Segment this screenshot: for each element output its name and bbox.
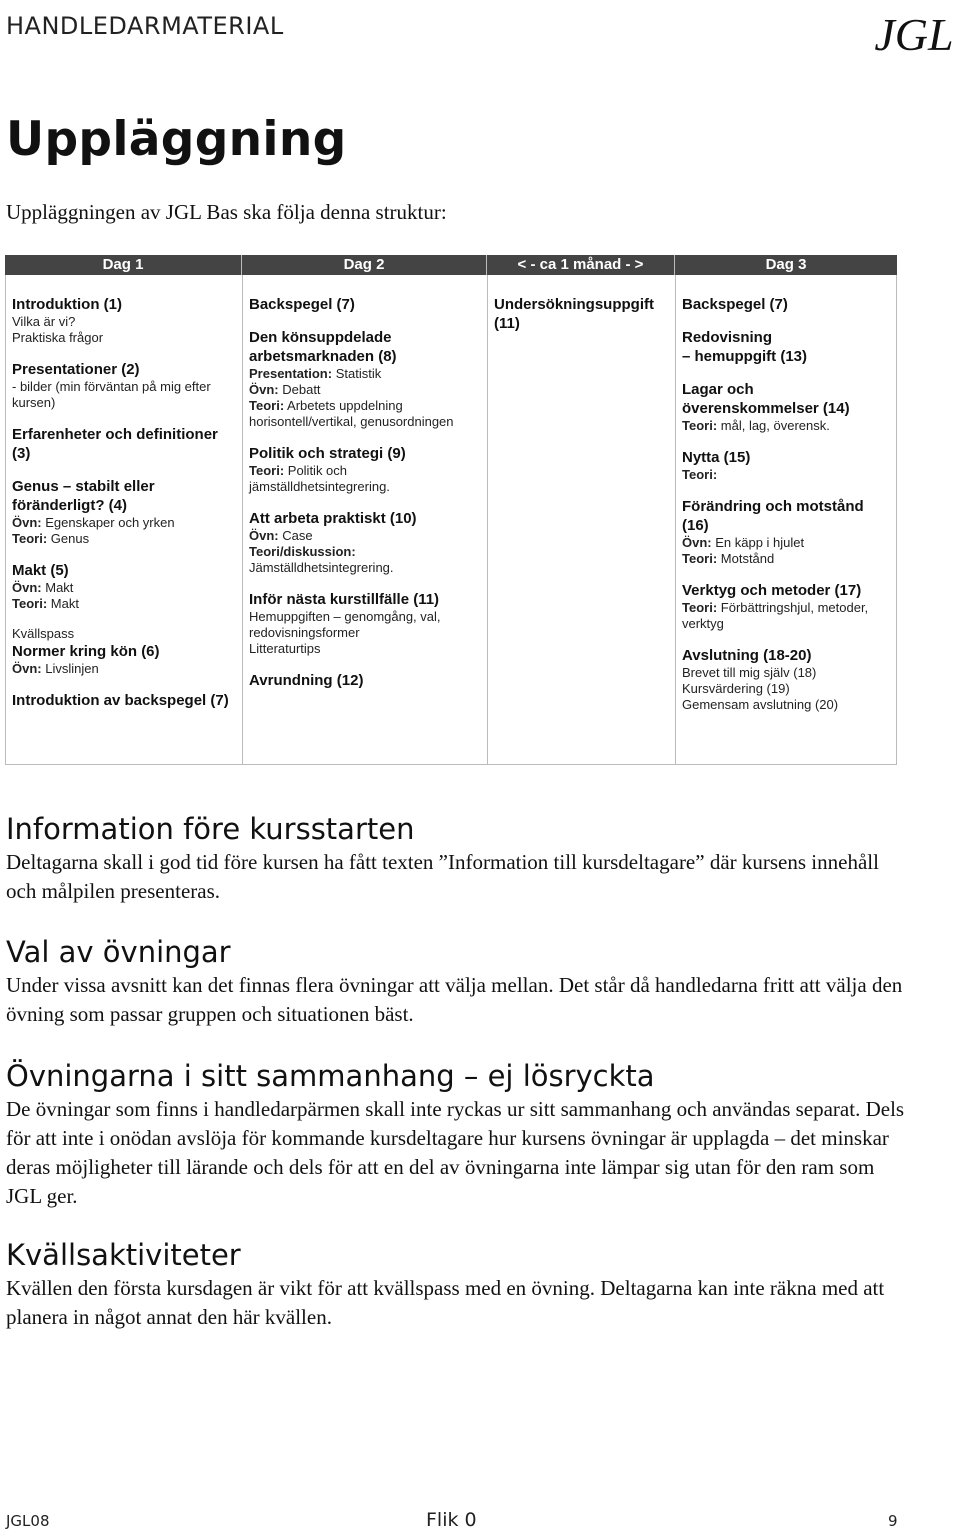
header-day2: Dag 2	[242, 255, 487, 275]
item-text: Kursvärdering (19)	[682, 681, 790, 696]
item-text: Kvällspass	[12, 626, 75, 641]
item-heading: Att arbeta praktiskt (10)	[249, 510, 417, 527]
item-text: Teori: Politik och jämställdhetsintegrering.	[249, 463, 390, 494]
item-text: Vilka är vi?	[12, 314, 76, 329]
item-heading: Verktyg och metoder (17)	[682, 582, 862, 599]
item-text: Praktiska frågor	[12, 330, 104, 345]
header-between: < - ca 1 månad - >	[487, 255, 675, 275]
item-text: Gemensam avslutning (20)	[682, 697, 839, 712]
item-text: Övn: Egenskaper och yrken	[12, 515, 175, 530]
footer-center: Flik 0	[426, 1509, 477, 1531]
section-text: De övningar som finns i handledarpärmen skall inte ryckas ur sitt sammanhang och användas separat. Dels för att inte i onödan avslöja för kommande kursdeltagare hur kursens övningar är upplagda – det minskar deras möjligheter till lärande och dels för att en del av övningarna inte lämpar sig utan för den ram som JGL ger.	[6, 1097, 905, 1208]
section-heading: Övningarna i sitt sammanhang – ej lösryckta	[6, 1059, 655, 1093]
item-heading: Den könsuppdelade arbetsmarknaden (8)	[249, 329, 397, 365]
section-heading: Information före kursstarten	[6, 812, 415, 846]
item-heading: Avslutning (18-20)	[682, 647, 812, 664]
section-text: Kvällen den första kursdagen är vikt för att kvällspass med en övning. Deltagarna kan inte räkna med att planera in något annat den här kvällen.	[6, 1276, 885, 1329]
item-heading: Introduktion av backspegel (7)	[12, 692, 229, 709]
item-text: Teori: mål, lag, överensk.	[682, 418, 830, 433]
item-heading: Lagar och överenskommelser (14)	[682, 381, 850, 417]
item-heading: – hemuppgift (13)	[682, 348, 808, 365]
item-text: Litteraturtips	[249, 641, 321, 656]
item-text: Övn: Livslinjen	[12, 661, 99, 676]
svg-text:JGL: JGL	[874, 9, 954, 60]
item-heading: Backspegel (7)	[249, 296, 355, 313]
section-ovningarna	[6, 1059, 906, 1211]
item-text: - bilder (min förväntan på mig efter kursen)	[12, 379, 211, 410]
item-heading: Redovisning	[682, 329, 773, 346]
item-text: Teori: Genus	[12, 531, 90, 546]
column-day3	[676, 275, 896, 764]
item-heading: Introduktion (1)	[12, 296, 122, 313]
column-day2	[243, 275, 488, 764]
footer-left: JGL08	[6, 1512, 50, 1530]
header-day3: Dag 3	[765, 256, 807, 273]
item-heading: Avrundning (12)	[249, 672, 364, 689]
item-text: Teori:	[682, 467, 718, 482]
item-heading: Presentationer (2)	[12, 361, 140, 378]
schedule-body	[5, 275, 897, 765]
column-between	[488, 275, 676, 764]
item-text: Teori/diskussion: Jämställdhetsintegrering.	[249, 544, 394, 575]
section-information	[6, 812, 906, 906]
intro-text: Uppläggningen av JGL Bas ska följa denna struktur:	[6, 200, 447, 224]
item-text: Teori: Förbättringshjul, metoder, verktyg	[682, 600, 869, 631]
item-heading: Normer kring kön (6)	[12, 643, 160, 660]
item-text: Övn: En käpp i hjulet	[682, 535, 805, 550]
item-text: Övn: Case	[249, 528, 313, 543]
section-heading: Kvällsaktiviteter	[6, 1238, 241, 1272]
item-text: Teori: Motstånd	[682, 551, 775, 566]
column-day1	[6, 275, 243, 764]
jgl-logo	[874, 6, 954, 62]
item-heading: Inför nästa kurstillfälle (11)	[249, 591, 440, 608]
item-text: Presentation: Statistik	[249, 366, 382, 381]
section-heading: Val av övningar	[6, 935, 231, 969]
section-text: Under vissa avsnitt kan det finnas flera övningar att välja mellan. Det står då handledarna fritt att välja den övning som passar gruppen och situationen bäst.	[6, 973, 903, 1026]
item-text: Övn: Makt	[12, 580, 74, 595]
page-footer	[0, 1509, 960, 1532]
item-heading: Backspegel (7)	[682, 296, 788, 313]
item-heading: Nytta (15)	[682, 449, 751, 466]
item-text: Teori: Arbetets uppdelning horisontell/vertikal, genusordningen	[249, 398, 454, 429]
section-text: Deltagarna skall i god tid före kursen ha fått texten ”Information till kursdeltagare” där kursens innehåll och målpilen presenteras.	[6, 850, 879, 903]
item-heading: Erfarenheter och definitioner (3)	[12, 426, 218, 462]
item-heading: Politik och strategi (9)	[249, 445, 406, 462]
section-kvallsaktiviteter	[6, 1238, 906, 1332]
item-text: Övn: Debatt	[249, 382, 321, 397]
page-number: 9	[888, 1512, 898, 1530]
schedule-header-row	[5, 255, 897, 275]
item-heading: Genus – stabilt eller föränderligt? (4)	[12, 478, 155, 514]
page-title: Uppläggning	[6, 112, 347, 167]
schedule-table	[5, 255, 897, 765]
page-header	[0, 0, 960, 62]
header-title: HANDLEDARMATERIAL	[6, 12, 284, 40]
header-day1: Dag 1	[5, 255, 242, 275]
item-text: Brevet till mig själv (18)	[682, 665, 817, 680]
section-val-av-ovningar	[6, 935, 906, 1029]
item-text: Hemuppgiften – genomgång, val, redovisningsformer	[249, 609, 441, 640]
item-heading: Undersökningsuppgift (11)	[494, 296, 654, 332]
item-text: Teori: Makt	[12, 596, 79, 611]
item-heading: Makt (5)	[12, 562, 69, 579]
item-heading: Förändring och motstånd (16)	[682, 498, 864, 534]
